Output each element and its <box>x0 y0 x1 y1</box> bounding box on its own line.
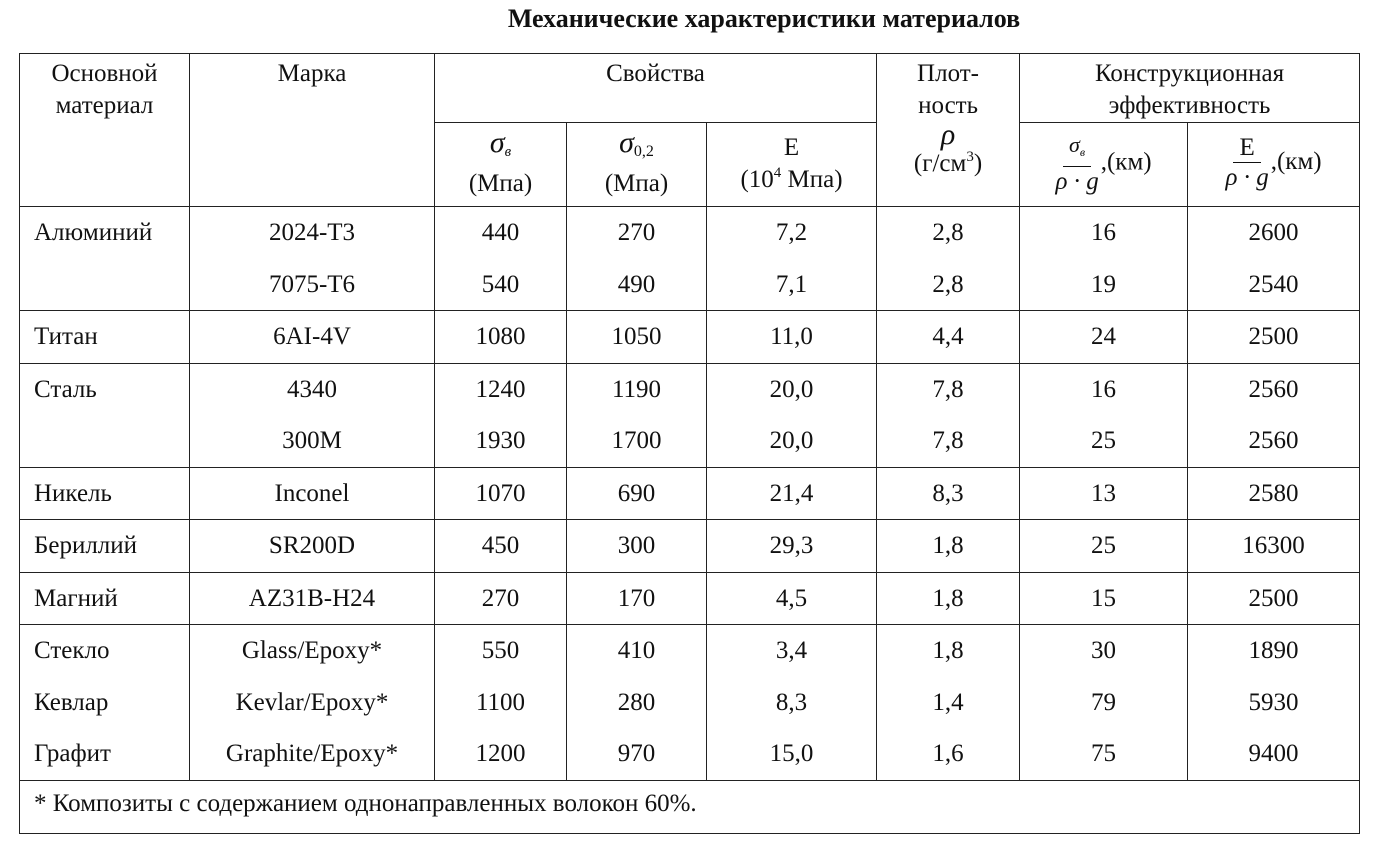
density-value: 2,8 <box>932 219 964 246</box>
sigma-02-value: 270 <box>617 219 656 246</box>
sigma-symbol: σ <box>1069 131 1080 157</box>
modulus-cell <box>707 625 877 781</box>
sigma-v-cell <box>435 363 567 467</box>
eff-strength-cell <box>1020 625 1188 781</box>
sigma-v-value: 1100 <box>475 688 526 716</box>
density-cell <box>877 467 1020 520</box>
header-sigma-v <box>435 123 567 207</box>
density-value: 1,8 <box>932 532 964 559</box>
modulus-value: 29,3 <box>769 532 814 559</box>
density-value: 1,8 <box>932 584 964 612</box>
brand-cell <box>190 311 435 364</box>
eff-strength-value: 16 <box>1091 219 1117 246</box>
table-row <box>20 520 1360 573</box>
table-row <box>20 207 1360 311</box>
table-row <box>20 572 1360 625</box>
density-cell <box>877 625 1020 781</box>
eff-stiffness-cell <box>1188 572 1360 625</box>
eff-strength-cell <box>1020 467 1188 520</box>
sigma-02-cell <box>567 625 707 781</box>
eff-stiffness-cell <box>1188 520 1360 573</box>
footnote: * Композиты с содержанием однонаправленных волокон 60%. <box>20 780 1360 833</box>
density-cell <box>877 520 1020 573</box>
modulus-unit-pre: (10 <box>740 165 774 193</box>
sigma-02-value: 1700 <box>611 427 662 454</box>
modulus-unit <box>707 164 876 196</box>
modulus-value: 20,0 <box>769 375 814 403</box>
brand-cell <box>190 467 435 520</box>
table-row <box>20 467 1360 520</box>
base-material-value: Магний <box>34 584 118 612</box>
density-value: 4,4 <box>932 323 964 350</box>
table-row <box>20 625 1360 781</box>
base-material-cell <box>20 363 190 467</box>
sigma-v-cell <box>435 520 567 573</box>
base-material-cell <box>20 311 190 364</box>
header-density <box>877 54 1020 207</box>
modulus-label: E <box>783 133 800 161</box>
eff-strength-value: 16 <box>1091 375 1117 403</box>
density-unit <box>887 148 1009 180</box>
modulus-value: 8,3 <box>775 688 808 716</box>
header-eff-stiffness <box>1188 123 1360 207</box>
brand-cell <box>190 572 435 625</box>
base-material-value: Графит <box>34 740 111 767</box>
sigma-02-value: 170 <box>617 584 656 612</box>
modulus-cell <box>707 207 877 311</box>
sigma-v-cell <box>435 572 567 625</box>
brand-value: Graphite/Epoxy* <box>225 740 399 767</box>
sigma-02-cell <box>567 207 707 311</box>
base-material-value: Алюминий <box>34 219 153 246</box>
eff-strength-cell <box>1020 207 1188 311</box>
base-material-value: Титан <box>34 323 98 350</box>
eff-stiffness-cell <box>1188 625 1360 781</box>
sigma-02-cell <box>567 520 707 573</box>
table-row <box>20 311 1360 364</box>
eff-stiffness-value: 16300 <box>1242 532 1305 559</box>
eff-stiffness-value: 2580 <box>1248 479 1299 507</box>
brand-value: 7075-T6 <box>268 270 356 298</box>
eff-strength-value: 19 <box>1091 270 1117 298</box>
sigma-v-value: 1070 <box>475 479 526 507</box>
sigma-v-cell <box>435 625 567 781</box>
modulus-cell <box>707 467 877 520</box>
rho-g-denominator: ρ · g <box>1225 164 1269 191</box>
sigma-02-value: 490 <box>617 270 656 298</box>
eff-strength-fraction <box>1055 131 1098 197</box>
sigma-02-value: 1190 <box>611 375 662 403</box>
brand-value: 6AI-4V <box>273 323 351 350</box>
sigma-02-value: 970 <box>617 740 656 767</box>
brand-value: Kevlar/Epoxy* <box>235 688 389 716</box>
table-title: Механические характеристики материалов <box>507 4 1021 33</box>
modulus-unit-post: Мпа) <box>781 165 843 193</box>
brand-cell <box>190 520 435 573</box>
sigma-v-subscript: в <box>504 144 512 160</box>
brand-value: 4340 <box>287 375 337 403</box>
brand-cell <box>190 625 435 781</box>
header-modulus <box>707 123 877 207</box>
eff-stiffness-value: 2560 <box>1248 427 1299 454</box>
base-material-cell <box>20 572 190 625</box>
eff-strength-value: 13 <box>1091 479 1117 507</box>
eff-strength-cell <box>1020 572 1188 625</box>
eff-stiffness-value: 2500 <box>1248 323 1299 350</box>
eff-strength-value: 24 <box>1091 323 1117 350</box>
sigma-02-cell <box>567 363 707 467</box>
sigma-02-value: 1050 <box>611 323 662 350</box>
density-value: 7,8 <box>932 375 964 403</box>
base-material-value <box>34 415 189 467</box>
sigma-v-value: 1200 <box>475 740 526 767</box>
eff-stiffness-unit: ,(км) <box>1270 148 1322 176</box>
sigma-02-subscript: 0,2 <box>633 143 654 160</box>
brand-value: SR200D <box>268 532 356 559</box>
density-unit-pre: (г/см <box>913 150 967 177</box>
sigma-02-unit: (Мпа) <box>604 170 669 197</box>
eff-stiffness-value: 1890 <box>1248 637 1299 664</box>
sigma-02-value: 410 <box>617 637 656 664</box>
eff-strength-value: 25 <box>1091 532 1117 559</box>
eff-stiffness-value: 5930 <box>1248 688 1299 716</box>
brand-cell <box>190 207 435 311</box>
base-material-value: Стекло <box>34 637 110 664</box>
eff-stiffness-value: 2500 <box>1248 584 1299 612</box>
eff-strength-unit: ,(км) <box>1100 148 1152 176</box>
base-material-cell <box>20 625 190 781</box>
sigma-v-value: 550 <box>481 637 520 664</box>
eff-stiffness-cell <box>1188 311 1360 364</box>
eff-strength-cell <box>1020 311 1188 364</box>
sigma-v-value: 540 <box>481 270 520 298</box>
eff-strength-cell <box>1020 520 1188 573</box>
density-value: 1,8 <box>932 637 964 664</box>
modulus-value: 11,0 <box>770 323 813 350</box>
eff-stiffness-cell <box>1188 467 1360 520</box>
brand-cell <box>190 363 435 467</box>
sigma-v-value: 1080 <box>475 323 526 350</box>
modulus-value: 15,0 <box>769 740 814 767</box>
sigma-v-unit: (Мпа) <box>468 170 533 197</box>
header-brand: Марка <box>190 54 435 207</box>
sigma-v-value: 440 <box>481 219 520 246</box>
base-material-cell <box>20 207 190 311</box>
density-unit-post: ) <box>973 150 983 177</box>
density-cell <box>877 207 1020 311</box>
eff-strength-value: 30 <box>1091 637 1117 664</box>
modulus-value: 4,5 <box>775 584 808 612</box>
eff-stiffness-value: 2540 <box>1248 270 1299 298</box>
eff-stiffness-cell <box>1188 207 1360 311</box>
rho-symbol: ρ <box>940 118 956 151</box>
sigma-02-value: 280 <box>617 688 656 716</box>
eff-stiffness-fraction <box>1225 134 1268 193</box>
sigma-v-cell <box>435 467 567 520</box>
modulus-cell <box>707 572 877 625</box>
density-value: 7,8 <box>932 427 964 454</box>
density-unit-exp: 3 <box>966 149 974 165</box>
density-cell <box>877 363 1020 467</box>
eff-stiffness-value: 2600 <box>1248 219 1299 246</box>
modulus-value: 3,4 <box>775 637 808 664</box>
sigma-v-value: 1240 <box>475 375 526 403</box>
base-material-value: Сталь <box>34 375 97 403</box>
eff-strength-cell <box>1020 363 1188 467</box>
density-value: 1,6 <box>932 740 964 767</box>
brand-value: Glass/Epoxy* <box>241 637 383 664</box>
eff-strength-value: 25 <box>1091 427 1117 454</box>
sigma-02-value: 690 <box>617 479 656 507</box>
header-sigma-02 <box>567 123 707 207</box>
eff-strength-value: 15 <box>1091 584 1117 612</box>
eff-stiffness-value: 9400 <box>1248 740 1299 767</box>
modulus-unit-exp: 4 <box>773 164 782 181</box>
brand-value: 300M <box>282 427 342 454</box>
eff-strength-value: 75 <box>1091 740 1117 767</box>
e-numerator: E <box>1233 134 1260 163</box>
table-row <box>20 363 1360 467</box>
modulus-cell <box>707 363 877 467</box>
rho-g-denominator: ρ · g <box>1055 167 1099 195</box>
modulus-value: 7,1 <box>775 270 808 298</box>
density-value: 1,4 <box>932 688 964 716</box>
sigma-02-cell <box>567 311 707 364</box>
header-eff-strength <box>1020 123 1188 207</box>
density-cell <box>877 311 1020 364</box>
base-material-value: Кевлар <box>34 688 109 716</box>
brand-value: 2024-T3 <box>268 219 356 246</box>
brand-value: AZ31B-H24 <box>248 584 376 612</box>
sigma-v-cell <box>435 207 567 311</box>
base-material-value: Бериллий <box>34 532 138 559</box>
density-value: 2,8 <box>932 270 964 298</box>
eff-stiffness-cell <box>1188 363 1360 467</box>
materials-table <box>19 53 1360 834</box>
sigma-02-cell <box>567 572 707 625</box>
header-properties: Свойства <box>435 54 877 123</box>
sigma-symbol: σ <box>619 126 634 159</box>
header-base-material: Основной материал <box>20 54 190 207</box>
sigma-v-subscript: в <box>1079 144 1086 159</box>
modulus-cell <box>707 311 877 364</box>
eff-strength-value: 79 <box>1091 688 1117 716</box>
header-density-label: Плот-ность <box>917 60 979 119</box>
sigma-02-cell <box>567 467 707 520</box>
base-material-cell <box>20 467 190 520</box>
density-cell <box>877 572 1020 625</box>
eff-stiffness-value: 2560 <box>1248 375 1299 403</box>
sigma-v-value: 270 <box>481 584 520 612</box>
brand-value: Inconel <box>274 479 350 507</box>
sigma-v-cell <box>435 311 567 364</box>
sigma-symbol: σ <box>489 126 505 159</box>
density-value: 8,3 <box>932 479 964 507</box>
modulus-value: 20,0 <box>769 427 814 454</box>
base-material-value <box>34 259 189 311</box>
header-efficiency: Конструкционная эффективность <box>1020 54 1360 123</box>
base-material-cell <box>20 520 190 573</box>
sigma-v-value: 450 <box>481 532 520 559</box>
sigma-02-value: 300 <box>617 532 656 559</box>
modulus-cell <box>707 520 877 573</box>
base-material-value: Никель <box>34 479 112 507</box>
modulus-value: 21,4 <box>769 479 814 507</box>
sigma-v-value: 1930 <box>475 427 526 454</box>
modulus-value: 7,2 <box>775 219 808 246</box>
